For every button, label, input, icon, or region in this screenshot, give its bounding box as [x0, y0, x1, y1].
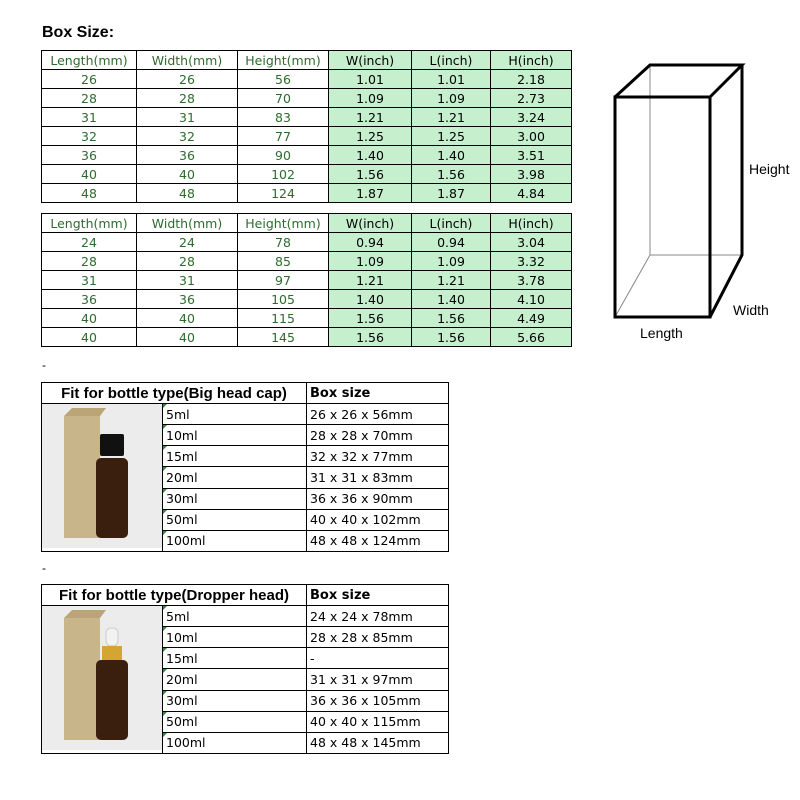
table-cell: 1.40	[412, 146, 491, 165]
cell-marker-icon	[163, 669, 167, 673]
volume-label: 30ml	[166, 491, 198, 507]
length-label: Length	[640, 325, 683, 341]
table-cell: 26	[42, 70, 137, 89]
volume-label: 20ml	[166, 671, 198, 687]
volume-cell	[163, 669, 307, 690]
table-cell: 1.01	[412, 70, 491, 89]
table-cell: 3.78	[491, 271, 572, 290]
fit-table-big-head-cap	[41, 382, 449, 552]
cell-marker-icon	[163, 510, 167, 514]
volume-label: 10ml	[166, 629, 198, 645]
table-cell: 115	[238, 309, 329, 328]
table-cell: 40	[42, 328, 137, 347]
table-cell: 0.94	[412, 233, 491, 252]
bottle-photo-cell	[42, 404, 163, 552]
table-cell: 1.09	[329, 89, 412, 108]
table-cell: 1.56	[412, 165, 491, 184]
height-label: Height	[749, 161, 790, 177]
table-cell: 32	[42, 127, 137, 146]
volume-label: 50ml	[166, 714, 198, 730]
box-size-cell: 40 x 40 x 115mm	[307, 711, 449, 732]
volume-label: 15ml	[166, 650, 198, 666]
table-cell: 3.32	[491, 252, 572, 271]
table-cell: 48	[137, 184, 238, 203]
table-cell: 1.25	[412, 127, 491, 146]
table-cell: 31	[137, 108, 238, 127]
cell-marker-icon	[163, 404, 167, 408]
table-row	[42, 146, 572, 165]
box-size-title: Box Size:	[42, 24, 115, 41]
volume-cell	[163, 425, 307, 446]
table-cell: 36	[137, 146, 238, 165]
box-size-cell: 26 x 26 x 56mm	[307, 404, 449, 425]
table-cell: 70	[238, 89, 329, 108]
column-header: Length(mm)	[42, 214, 137, 233]
table-cell: 5.66	[491, 328, 572, 347]
table-cell: 3.00	[491, 127, 572, 146]
separator-dash: -	[42, 561, 46, 575]
column-header: W(inch)	[329, 214, 412, 233]
volume-label: 100ml	[166, 735, 206, 751]
box-size-table-2	[41, 213, 572, 347]
volume-cell	[163, 606, 307, 627]
table-cell: 2.18	[491, 70, 572, 89]
table-cell: 4.84	[491, 184, 572, 203]
table-row	[42, 184, 572, 203]
table-cell: 1.09	[329, 252, 412, 271]
volume-cell	[163, 530, 307, 551]
table-cell: 97	[238, 271, 329, 290]
table-cell: 1.21	[412, 108, 491, 127]
table-cell: 78	[238, 233, 329, 252]
volume-cell	[163, 732, 307, 753]
bottle-photo	[42, 606, 162, 750]
column-header: W(inch)	[329, 51, 412, 70]
table-cell: 4.10	[491, 290, 572, 309]
table-cell: 40	[42, 309, 137, 328]
table-cell: 2.73	[491, 89, 572, 108]
table-cell: 1.09	[412, 252, 491, 271]
table-cell: 40	[137, 328, 238, 347]
table-cell: 1.87	[412, 184, 491, 203]
box-size-header: Box size	[307, 383, 449, 404]
table-cell: 36	[137, 290, 238, 309]
table-cell: 145	[238, 328, 329, 347]
table-cell: 3.04	[491, 233, 572, 252]
table-cell: 1.40	[329, 146, 412, 165]
bottle-photo-cell	[42, 606, 163, 754]
table-row	[42, 309, 572, 328]
table-cell: 85	[238, 252, 329, 271]
fit-header: Fit for bottle type(Big head cap)	[42, 383, 307, 404]
table-cell: 48	[42, 184, 137, 203]
table-cell: 83	[238, 108, 329, 127]
table-cell: 1.56	[329, 328, 412, 347]
table-cell: 4.49	[491, 309, 572, 328]
table-cell: 105	[238, 290, 329, 309]
column-header: Height(mm)	[238, 51, 329, 70]
box-size-cell: 31 x 31 x 97mm	[307, 669, 449, 690]
cell-marker-icon	[163, 691, 167, 695]
column-header: Width(mm)	[137, 51, 238, 70]
box-size-cell: 48 x 48 x 145mm	[307, 732, 449, 753]
table-row	[42, 233, 572, 252]
volume-cell	[163, 446, 307, 467]
table-cell: 1.56	[412, 328, 491, 347]
cell-marker-icon	[163, 606, 167, 610]
volume-label: 5ml	[166, 608, 190, 624]
table-cell: 40	[137, 165, 238, 184]
table-cell: 1.25	[329, 127, 412, 146]
volume-label: 30ml	[166, 693, 198, 709]
column-header: Length(mm)	[42, 51, 137, 70]
fit-table-dropper-head	[41, 584, 449, 754]
table-cell: 28	[42, 89, 137, 108]
table-row	[42, 127, 572, 146]
table-row	[42, 290, 572, 309]
table-cell: 3.24	[491, 108, 572, 127]
box-size-cell: 28 x 28 x 85mm	[307, 627, 449, 648]
table-cell: 1.09	[412, 89, 491, 108]
table-row	[42, 165, 572, 184]
table-cell: 28	[42, 252, 137, 271]
table-cell: 1.56	[412, 309, 491, 328]
cell-marker-icon	[163, 467, 167, 471]
table-cell: 77	[238, 127, 329, 146]
cell-marker-icon	[163, 733, 167, 737]
cell-marker-icon	[163, 648, 167, 652]
table-cell: 56	[238, 70, 329, 89]
table-row	[42, 404, 449, 425]
table-cell: 24	[42, 233, 137, 252]
table-row	[42, 108, 572, 127]
table-cell: 1.40	[329, 290, 412, 309]
table-cell: 31	[42, 271, 137, 290]
volume-label: 15ml	[166, 448, 198, 464]
table-cell: 36	[42, 290, 137, 309]
volume-label: 5ml	[166, 406, 190, 422]
width-label: Width	[733, 302, 769, 318]
table-cell: 36	[42, 146, 137, 165]
box-size-cell: -	[307, 648, 449, 669]
bottle-photo	[42, 404, 162, 548]
table-cell: 124	[238, 184, 329, 203]
column-header: Height(mm)	[238, 214, 329, 233]
box-size-cell: 36 x 36 x 105mm	[307, 690, 449, 711]
table-cell: 1.21	[329, 108, 412, 127]
table-cell: 28	[137, 89, 238, 108]
box-size-cell: 28 x 28 x 70mm	[307, 425, 449, 446]
box-size-cell: 24 x 24 x 78mm	[307, 606, 449, 627]
table-cell: 28	[137, 252, 238, 271]
table-cell: 26	[137, 70, 238, 89]
cell-marker-icon	[163, 712, 167, 716]
box-size-header: Box size	[307, 585, 449, 606]
table-cell: 31	[137, 271, 238, 290]
column-header: L(inch)	[412, 51, 491, 70]
cell-marker-icon	[163, 531, 167, 535]
column-header: H(inch)	[491, 51, 572, 70]
volume-label: 20ml	[166, 469, 198, 485]
column-header: H(inch)	[491, 214, 572, 233]
volume-cell	[163, 404, 307, 425]
table-cell: 24	[137, 233, 238, 252]
volume-label: 10ml	[166, 427, 198, 443]
fit-header: Fit for bottle type(Dropper head)	[42, 585, 307, 606]
volume-cell	[163, 648, 307, 669]
volume-cell	[163, 627, 307, 648]
table-cell: 1.87	[329, 184, 412, 203]
table-cell: 1.56	[329, 165, 412, 184]
volume-label: 50ml	[166, 512, 198, 528]
column-header: L(inch)	[412, 214, 491, 233]
table-row	[42, 89, 572, 108]
table-cell: 1.21	[412, 271, 491, 290]
table-cell: 40	[42, 165, 137, 184]
cell-marker-icon	[163, 489, 167, 493]
table-cell: 40	[137, 309, 238, 328]
table-header-row	[42, 214, 572, 233]
separator-dash: -	[42, 358, 46, 372]
table-cell: 90	[238, 146, 329, 165]
table-cell: 31	[42, 108, 137, 127]
column-header: Width(mm)	[137, 214, 238, 233]
box-size-table-1	[41, 50, 572, 203]
volume-cell	[163, 509, 307, 530]
table-cell: 3.51	[491, 146, 572, 165]
table-cell: 3.98	[491, 165, 572, 184]
volume-cell	[163, 488, 307, 509]
table-cell: 1.56	[329, 309, 412, 328]
cell-marker-icon	[163, 425, 167, 429]
box-dimension-diagram	[600, 55, 800, 355]
table-cell: 32	[137, 127, 238, 146]
table-cell: 1.40	[412, 290, 491, 309]
table-cell: 1.21	[329, 271, 412, 290]
volume-cell	[163, 711, 307, 732]
volume-cell	[163, 690, 307, 711]
table-cell: 1.01	[329, 70, 412, 89]
volume-cell	[163, 467, 307, 488]
cell-marker-icon	[163, 446, 167, 450]
volume-label: 100ml	[166, 533, 206, 549]
cell-marker-icon	[163, 627, 167, 631]
table-row	[42, 328, 572, 347]
table-row	[42, 252, 572, 271]
box-size-cell: 32 x 32 x 77mm	[307, 446, 449, 467]
table-cell: 102	[238, 165, 329, 184]
box-size-cell: 31 x 31 x 83mm	[307, 467, 449, 488]
box-size-cell: 36 x 36 x 90mm	[307, 488, 449, 509]
table-row	[42, 271, 572, 290]
table-header-row	[42, 51, 572, 70]
table-cell: 0.94	[329, 233, 412, 252]
table-row	[42, 70, 572, 89]
box-size-cell: 40 x 40 x 102mm	[307, 509, 449, 530]
table-row	[42, 606, 449, 627]
box-size-cell: 48 x 48 x 124mm	[307, 530, 449, 551]
